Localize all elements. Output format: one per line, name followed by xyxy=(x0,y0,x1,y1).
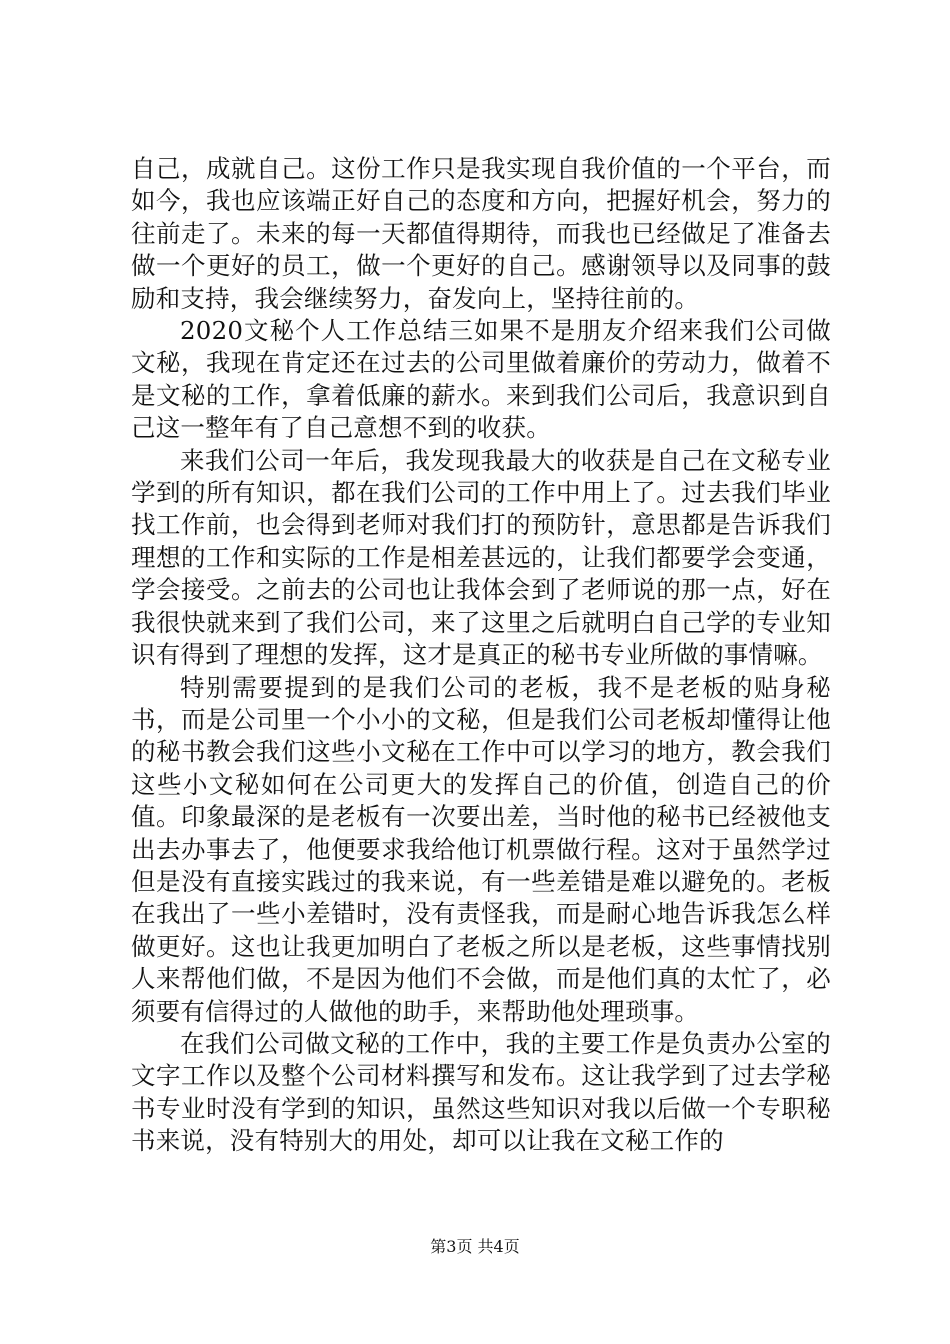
page-number: 第3页 共4页 xyxy=(430,1237,520,1256)
paragraph-1: 自己，成就自己。这份工作只是我实现自我价值的一个平台，而如今，我也应该端正好自己的态度和方向，把握好机会，努力的往前走了。未来的每一天都值得期待，而我也已经做足了准备去做一个更好的员工，做一个更好的自己。感谢领导以及同事的鼓励和支持，我会继续努力，奋发向上，坚持往前的。 xyxy=(131,154,831,313)
paragraph-4: 特别需要提到的是我们公司的老板，我不是老板的贴身秘书，而是公司里一个小小的文秘，但是我们公司老板却懂得让他的秘书教会我们这些小文秘在工作中可以学习的地方，教会我们这些小文秘如何在公司更大的发挥自己的价值，创造自己的价值。印象最深的是老板有一次要出差，当时他的秘书已经被他支出去办事去了，他便要求我给他订机票做行程。这对于虽然学过但是没有直接实践过的我来说，有一些差错是难以避免的。老板在我出了一些小差错时，没有责怪我，而是耐心地告诉我怎么样做更好。这也让我更加明白了老板之所以是老板，这些事情找别人来帮他们做，不是因为他们不会做，而是他们真的太忙了，必须要有信得过的人做他的助手，来帮助他处理琐事。 xyxy=(131,672,831,1026)
page-footer xyxy=(0,1237,950,1257)
paragraph-3: 来我们公司一年后，我发现我最大的收获是自己在文秘专业学到的所有知识，都在我们公司的工作中用上了。过去我们毕业找工作前，也会得到老师对我们打的预防针，意思都是告诉我们理想的工作和实际的工作是相差甚远的，让我们都要学会变通，学会接受。之前去的公司也让我体会到了老师说的那一点，好在我很快就来到了我们公司，来了这里之后就明白自己学的专业知识有得到了理想的发挥，这才是真正的秘书专业所做的事情嘛。 xyxy=(131,445,831,670)
paragraph-5: 在我们公司做文秘的工作中，我的主要工作是负责办公室的文字工作以及整个公司材料撰写和发布。这让我学到了过去学秘书专业时没有学到的知识，虽然这些知识对我以后做一个专职秘书来说，没有特别大的用处，却可以让我在文秘工作的 xyxy=(131,1028,831,1156)
paragraph-2: 2020文秘个人工作总结三如果不是朋友介绍来我们公司做文秘，我现在肯定还在过去的公司里做着廉价的劳动力，做着不是文秘的工作，拿着低廉的薪水。来到我们公司后，我意识到自己这一整年有了自己意想不到的收获。 xyxy=(131,316,831,443)
document-body xyxy=(131,153,831,1158)
